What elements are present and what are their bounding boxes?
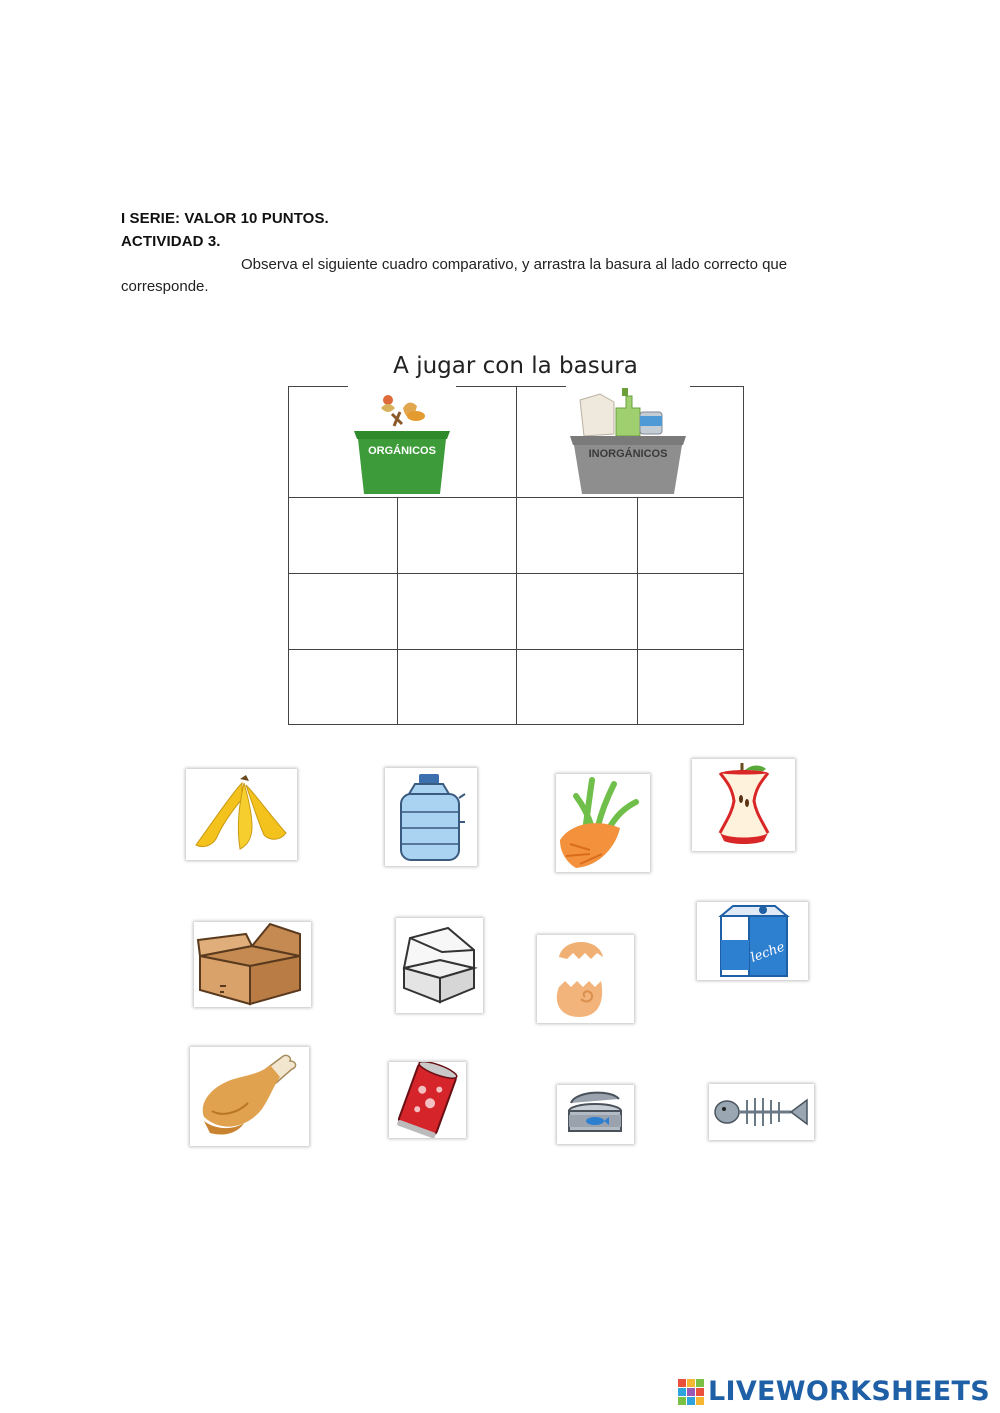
inorganic-drop-slot[interactable] (638, 574, 744, 650)
fish-bone-card[interactable] (709, 1084, 814, 1140)
organic-drop-slot[interactable] (289, 574, 398, 650)
instruction-text (121, 254, 878, 298)
apple-core-card[interactable] (692, 759, 795, 851)
cardboard-box-card[interactable] (194, 922, 311, 1007)
liveworksheets-logo[interactable] (678, 1376, 990, 1407)
serie-heading: I SERIE: VALOR 10 PUNTOS. (121, 210, 329, 227)
banana-peel-icon (186, 769, 297, 860)
organic-drop-slot[interactable] (398, 574, 517, 650)
apple-core-icon (692, 759, 795, 851)
instruction-line-1: Observa el siguiente cuadro comparativo, y arrastra la basura al lado correcto que (241, 256, 788, 273)
fish-bone-icon (709, 1084, 814, 1140)
tuna-can-icon (557, 1085, 634, 1144)
milk-carton-label: leche (748, 939, 787, 966)
organic-drop-slot[interactable] (398, 498, 517, 574)
inorganic-drop-slot[interactable] (517, 574, 638, 650)
cardboard-box-icon (194, 922, 311, 1007)
soda-can-card[interactable] (389, 1062, 466, 1138)
organic-drop-slot[interactable] (289, 498, 398, 574)
carrot-icon (556, 774, 650, 872)
water-jug-icon (385, 768, 477, 866)
inorganic-label: INORGÁNICOS (588, 448, 668, 460)
inorganic-drop-slot[interactable] (517, 650, 638, 725)
instruction-line-2: corresponde. (121, 278, 209, 295)
milk-carton-icon (697, 902, 808, 980)
soda-can-icon (389, 1062, 466, 1138)
organic-label: ORGÁNICOS (368, 445, 436, 457)
activity-heading: ACTIVIDAD 3. (121, 233, 221, 250)
organic-drop-slot[interactable] (289, 650, 398, 725)
chicken-leg-card[interactable] (190, 1047, 309, 1146)
water-jug-card[interactable] (385, 768, 477, 866)
inorganic-drop-slot[interactable] (638, 498, 744, 574)
foam-container-card[interactable] (396, 918, 483, 1013)
carrot-card[interactable] (556, 774, 650, 872)
liveworksheets-brand: LIVEWORKSHEETS (707, 1376, 990, 1407)
tuna-can-card[interactable] (557, 1085, 634, 1144)
eggshell-card[interactable] (537, 935, 634, 1023)
liveworksheets-logo-icon (678, 1379, 704, 1405)
inorganic-bin-icon (566, 386, 690, 496)
eggshell-icon (537, 935, 634, 1023)
chicken-leg-icon (190, 1047, 309, 1146)
foam-container-icon (396, 918, 483, 1013)
organic-drop-slot[interactable] (398, 650, 517, 725)
milk-carton-card[interactable] (697, 902, 808, 980)
inorganic-drop-slot[interactable] (517, 498, 638, 574)
banana-peel-card[interactable] (186, 769, 297, 860)
inorganic-drop-slot[interactable] (638, 650, 744, 725)
board-title: A jugar con la basura (288, 353, 743, 379)
organic-bin-icon (348, 386, 456, 496)
